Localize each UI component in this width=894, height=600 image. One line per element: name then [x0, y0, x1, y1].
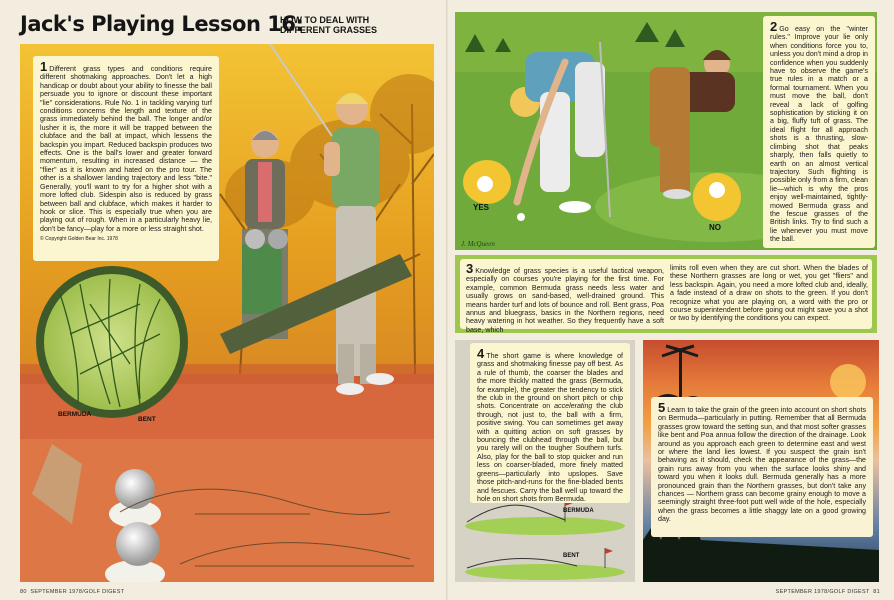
- article-subtitle: [280, 15, 377, 35]
- lens-label-bermuda: BERMUDA: [58, 411, 92, 418]
- artist-signature: J. McQueen: [461, 240, 495, 248]
- section-3-col-a: [466, 261, 664, 334]
- section-1-box: [33, 56, 219, 261]
- short-label-bent: BENT: [563, 553, 580, 559]
- section-2-body: Go easy on the "winter rules." Improve your lie only when conditions force you to, unless you don't mind a drop in confidence when you suddenly have to observe the game's true rules in a match or a formal tournament. When you must move the ball, don't reveal a lack of golfing sophistication by sticking it on a big, fluffy tuft of grass. The ideal flight for all approach shots is a thrusting, slow-climbing shot that peaks sharply, then falls quietly to earth on an almost vertical trajectory. Such flighting is possible only from a firm, clean lie—which is why the pros enjoy well-maintained, tightly-mowed Bermuda grass and the fescue grasses of the British links. Try to find such a lie whenever you must move the ball.: [770, 25, 868, 244]
- lens-label-bent: BENT: [138, 416, 156, 423]
- section-1-body: Different grass types and conditions require different shotmaking approaches. Don't let a high handicap or doubt about your ability to finesse the ball persuade you to ignore or discount these important "lie" considerations. Rule No. 1 in tackling varying turf conditions concerns the length and texture of the grass immediately behind the ball. The longer and/or lusher it is, the more it will be trapped between the clubface and the ball at impact, which lessens the backspin you impart. Reduced backspin produces two effects. One is the ball's lower and greater forward momentum, resulting in increased distance — the "flier" as it is known and hated on the pro tour. The other is a shallower landing trajectory and less "bite." Generally, you'll want to try for a higher shot with a more lofted club. Sidespin also is reduced by grass between ball and clubface, which makes it harder to hook or slice. This is especially true when you are playing out of rough. When in a particularly heavy lie, don't be fancy—play for a more or less straight shot.: [40, 65, 212, 233]
- section-5-number: 5: [658, 400, 666, 415]
- short-label-bermuda: BERMUDA: [563, 508, 594, 514]
- article-title: Jack's Playing Lesson 16:: [20, 12, 304, 36]
- section-2-box: [763, 16, 875, 248]
- page-gutter: [446, 0, 448, 600]
- section-3-box: [460, 259, 872, 334]
- section-4-number: 4: [477, 346, 485, 361]
- subtitle-line: HOW TO DEAL WITH: [280, 15, 370, 25]
- section-3-number: 3: [466, 261, 474, 276]
- section-4-body-em: accelerating: [554, 402, 593, 411]
- section-3-body-a: Knowledge of grass species is a useful tactical weapon, especially on courses you're playing for the first time. For example, common Bermuda grass needs less water and usually grows on sand-based, well-drained ground. This means harder turf and lots of bounce and roll. Bent grass, Poa annus and bluegrass, basics in the Northern regions, need heavy watering in hot weather. So they frequently have a soft base, which: [466, 267, 664, 334]
- subtitle-line: DIFFERENT GRASSES: [280, 25, 378, 35]
- section-4-box: [470, 343, 630, 503]
- section-1-text: [40, 59, 212, 233]
- section-4-text: [477, 346, 623, 503]
- left-footer-text: SEPTEMBER 1978/GOLF DIGEST: [30, 589, 125, 595]
- right-footer-text: SEPTEMBER 1978/GOLF DIGEST: [775, 589, 870, 595]
- section-4-body-post: the club through, not just to, the ball with a firm, positive swing. You can sometimes get away with a quitting action on soft grasses by bouncing the clubhead through the ball, but you rarely will on the tougher Southern turfs. Also, play for the ball to stop quicker and run less on coarser-bladed, more finely matted greens—particularly into upslopes. Save those pitch-and-runs for the fine-bladed bents and fescues. Carry the ball well up toward the hole on short shots from Bermuda.: [477, 402, 623, 503]
- no-label: NO: [709, 223, 721, 232]
- section-3-col-b: limits roll even when they are cut short. When the blades of these Northern grasses are long or wet, you get "fliers" and less backspin. Again, you need a more lofted club and, ideally, a fade instead of a draw on shots to the green. If you don't recognize what you are playing on, a word with the pro or course superintendent before going out might save you a shot or two by identifying the conditions you can expect.: [670, 264, 868, 323]
- right-footer: [776, 589, 880, 595]
- left-page-number: 80: [20, 589, 27, 595]
- section-5-body: Learn to take the grain of the green into account on short shots on Bermuda—particularly in putting. Remember that all Bermuda grasses grow toward the setting sun, and that most softer grasses like bent and Poa annua follow the direction of the drainage. Look around as you approach each green to determine east and west or where the land lies lowest. If you suspect the grain isn't behaving as it should, check the appearance of the grass—the grain runs away from you when the surface looks shiny and toward you when it looks dull. Bermuda generally has a more pronounced grain than the Northern grasses, but don't take any chances — Northern grass can become grainy enough to move a seemingly straight three-foot putt well wide of the hole, especially when the grass becomes a little shaggy late on a good growing day.: [658, 406, 866, 524]
- section-2-number: 2: [770, 19, 778, 34]
- section-4-body-pre: The short game is where knowledge of grass and shotmaking finesse pay off best. As a rule of thumb, the coarser the blades and the more thickly matted the grass (Bermuda, for example), the greater the tendency to stick the club in the ground on short pitch or chip shots. Concentrate on: [477, 352, 623, 411]
- yes-label: YES: [473, 203, 490, 212]
- putting-green-illustration: [455, 12, 877, 250]
- section-2-text: [770, 19, 868, 244]
- right-page-number: 81: [873, 589, 880, 595]
- section-5-text: [658, 400, 866, 524]
- left-illustration: [20, 44, 434, 582]
- left-footer: [20, 589, 124, 595]
- section-1-number: 1: [40, 59, 48, 74]
- section-5-box: [651, 397, 873, 537]
- copyright-notice: © Copyright Golden Bear Inc. 1978: [40, 236, 118, 243]
